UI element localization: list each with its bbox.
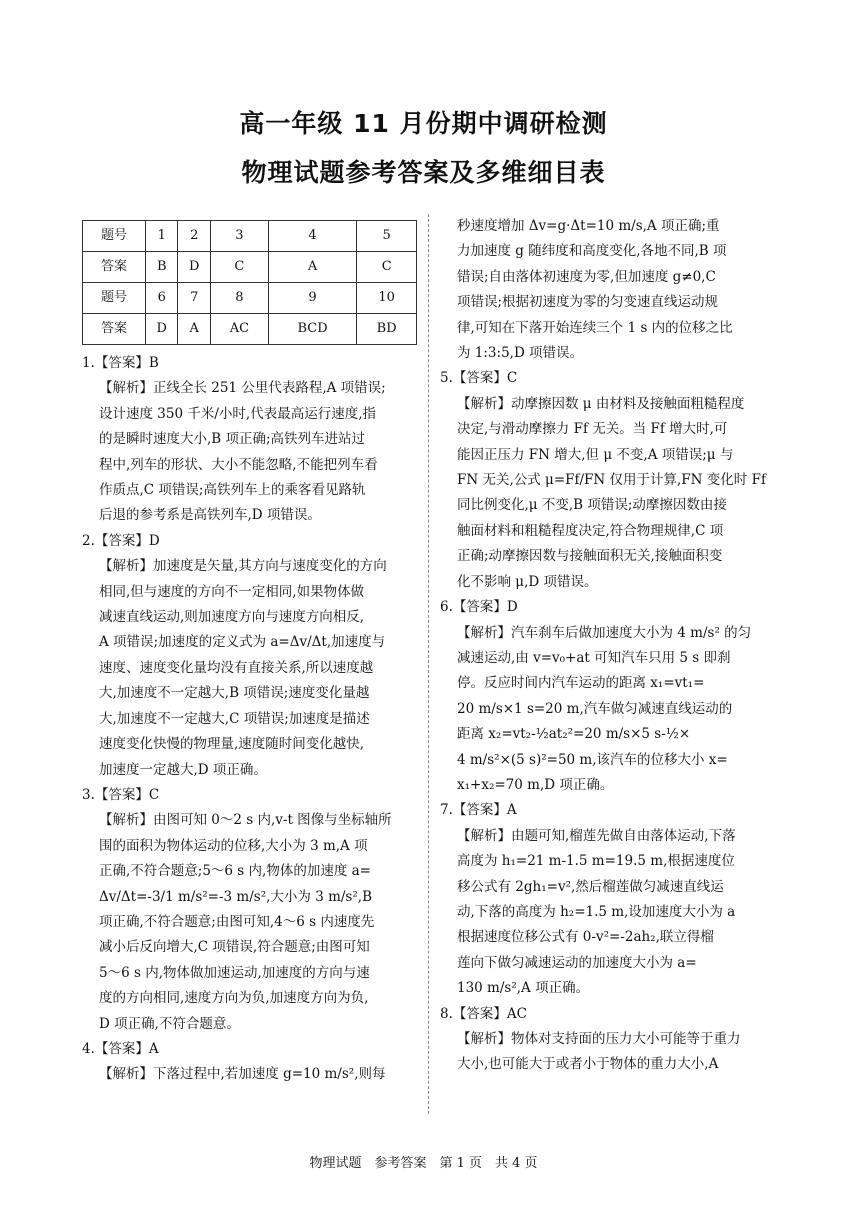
text-line: 【解析】物体对支持面的压力大小可能等于重力	[457, 1031, 741, 1047]
text-line: 速度、速度变化量均没有直接关系,所以速度越	[99, 659, 374, 676]
text-line: 围的面积为物体运动的位移,大小为 3 m,A 项	[99, 837, 368, 854]
text-line: 律,可知在下落开始连续三个 1 s 内的位移之比	[457, 319, 733, 336]
text-line: 决定,与滑动摩擦力 Ff 无关。当 Ff 增大时,可	[457, 421, 728, 438]
text-line: 【解析】汽车刹车后做加速度大小为 4 m/s² 的匀	[457, 624, 752, 641]
text-line: 后退的参考系是高铁列车,D 项错误。	[99, 507, 321, 524]
answer-table-cell: C	[210, 252, 268, 283]
answer-table-cell: 题号	[83, 283, 146, 314]
answer-table-cell: 4	[268, 221, 357, 252]
text-line: 【解析】动摩擦因数 μ 由材料及接触面粗糙程度	[457, 395, 745, 412]
text-line: 度的方向相同,速度方向为负,加速度方向为负,	[99, 990, 369, 1007]
text-line: 【解析】由题可知,榴莲先做自由落体运动,下落	[457, 827, 736, 844]
text-line: 高度为 h₁=21 m-1.5 m=19.5 m,根据速度位	[457, 853, 735, 870]
answer-table-cell: 1	[146, 221, 178, 252]
text-line: x₁+x₂=70 m,D 项正确。	[457, 776, 614, 793]
answer-table-cell: B	[146, 252, 178, 283]
text-line: 4.【答案】A	[82, 1040, 159, 1057]
text-line: 20 m/s×1 s=20 m,汽车做匀减速直线运动的	[457, 700, 733, 717]
answer-table	[82, 220, 417, 345]
text-line: 【解析】下落过程中,若加速度 g=10 m/s²,则每	[99, 1066, 386, 1083]
text-line: 正确,不符合题意;5～6 s 内,物体的加速度 a=	[99, 863, 371, 880]
text-line: 的是瞬时速度大小,B 项正确;高铁列车进站过	[99, 431, 366, 448]
answer-table-cell: AC	[210, 314, 268, 345]
text-line: 同比例变化,μ 不变,B 项错误;动摩擦因数由接	[457, 497, 727, 514]
text-line: 【解析】加速度是矢量,其方向与速度变化的方向	[99, 558, 387, 575]
answer-table-cell: A	[268, 252, 357, 283]
text-line: 5.【答案】C	[440, 370, 518, 387]
text-line: 莲向下做匀减速运动的加速度大小为 a=	[457, 954, 697, 971]
left-text	[82, 351, 418, 1088]
text-line: 130 m/s²,A 项正确。	[457, 980, 590, 997]
answer-table-cell: 9	[268, 283, 357, 314]
right-column	[440, 214, 770, 1078]
page-footer: 物理试题 参考答案 第 1 页 共 4 页	[309, 1156, 538, 1171]
text-line: 减小后反向增大,C 项错误,符合题意;由图可知	[99, 939, 370, 956]
text-line: FN 无关,公式 μ=Ff/FN 仅用于计算,FN 变化时 Ff	[457, 472, 766, 489]
answer-table-cell: 2	[178, 221, 210, 252]
text-line: 2.【答案】D	[82, 532, 160, 549]
answer-table-cell: 5	[357, 221, 417, 252]
column-divider	[428, 214, 429, 1114]
text-line: 错误;自由落体初速度为零,但加速度 g≠0,C	[457, 268, 716, 285]
answer-table-row	[83, 221, 417, 252]
answer-table-cell: 8	[210, 283, 268, 314]
text-line: 动,下落的高度为 h₂=1.5 m,设加速度大小为 a	[457, 903, 736, 920]
page-title: 高一年级 11 月份期中调研检测	[239, 109, 608, 138]
answer-table-cell: BD	[357, 314, 417, 345]
answer-table-cell: D	[178, 252, 210, 283]
answer-table-cell: 7	[178, 283, 210, 314]
answer-table-cell: BCD	[268, 314, 357, 345]
text-line: 大小,也可能大于或者小于物体的重力大小,A	[457, 1056, 719, 1073]
text-line: 6.【答案】D	[440, 599, 518, 616]
text-line: 力加速度 g 随纬度和高度变化,各地不同,B 项	[457, 243, 727, 260]
text-line: 7.【答案】A	[440, 802, 517, 819]
text-line: 相同,但与速度的方向不一定相同,如果物体做	[99, 583, 365, 600]
text-line: 5～6 s 内,物体做加速运动,加速度的方向与速	[99, 964, 370, 981]
text-line: 4 m/s²×(5 s)²=50 m,该汽车的位移大小 x=	[457, 751, 728, 768]
text-line: 设计速度 350 千米/小时,代表最高运行速度,指	[99, 405, 376, 422]
text-line: 化不影响 μ,D 项错误。	[457, 573, 598, 590]
text-line: 程中,列车的形状、大小不能忽略,不能把列车看	[99, 456, 378, 473]
text-line: Δv/Δt=-3/1 m/s²=-3 m/s²,大小为 3 m/s²,B	[99, 888, 372, 905]
text-line: 减速直线运动,则加速度方向与速度方向相反,	[99, 609, 365, 626]
answer-table-cell: A	[178, 314, 210, 345]
answer-table-row	[83, 283, 417, 314]
text-line: 根据速度位移公式有 0-v²=-2ah₂,联立得榴	[457, 929, 714, 946]
text-line: 停。反应时间内汽车运动的距离 x₁=vt₁=	[457, 675, 705, 692]
text-line: 大,加速度不一定越大,B 项错误;速度变化量越	[99, 685, 370, 702]
text-line: A 项错误;加速度的定义式为 a=Δv/Δt,加速度与	[99, 634, 386, 651]
answer-table-cell: D	[146, 314, 178, 345]
answer-table-row	[83, 314, 417, 345]
text-line: 1.【答案】B	[82, 355, 159, 371]
text-line: 正确;动摩擦因数与接触面积无关,接触面积变	[457, 548, 723, 565]
text-line: 项错误;根据初速度为零的匀变速直线运动规	[457, 294, 719, 311]
answer-table-cell: 10	[357, 283, 417, 314]
text-line: 减速运动,由 v=v₀+at 可知汽车只用 5 s 即刹	[457, 649, 731, 666]
text-line: 秒速度增加 Δv=g·Δt=10 m/s,A 项正确;重	[457, 218, 720, 234]
page-subtitle: 物理试题参考答案及多维细目表	[241, 158, 606, 187]
right-text	[440, 214, 770, 1078]
text-line: 距离 x₂=vt₂-½at₂²=20 m/s×5 s-½×	[457, 726, 691, 743]
text-line: D 项正确,不符合题意。	[99, 1015, 240, 1032]
text-line: 【解析】正线全长 251 公里代表路程,A 项错误;	[99, 380, 386, 397]
text-line: 为 1:3:5,D 项错误。	[457, 345, 584, 362]
text-line: 项正确,不符合题意;由图可知,4～6 s 内速度先	[99, 913, 375, 930]
answer-table-cell: 题号	[83, 221, 146, 252]
answer-table-cell: 答案	[83, 314, 146, 345]
text-line: 移公式有 2gh₁=v²,然后榴莲做匀减速直线运	[457, 878, 724, 895]
text-line: 触面材料和粗糙程度决定,符合物理规律,C 项	[457, 522, 724, 539]
text-line: 加速度一定越大,D 项正确。	[99, 761, 267, 778]
left-column	[82, 210, 418, 1088]
text-line: 能因正压力 FN 增大,但 μ 不变,A 项错误;μ 与	[457, 446, 734, 463]
answer-table-cell: 答案	[83, 252, 146, 283]
text-line: 大,加速度不一定越大,C 项错误;加速度是描述	[99, 710, 370, 727]
text-line: 速度变化快慢的物理量,速度随时间变化越快,	[99, 736, 365, 753]
answer-table-cell: 6	[146, 283, 178, 314]
text-line: 【解析】由图可知 0～2 s 内,v-t 图像与坐标轴所	[99, 812, 392, 829]
answer-table-cell: C	[357, 252, 417, 283]
answer-table-cell: 3	[210, 221, 268, 252]
text-line: 8.【答案】AC	[440, 1005, 527, 1022]
text-line: 3.【答案】C	[82, 786, 160, 803]
text-line: 作质点,C 项错误;高铁列车上的乘客看见路轨	[99, 482, 366, 499]
answer-table-row	[83, 252, 417, 283]
